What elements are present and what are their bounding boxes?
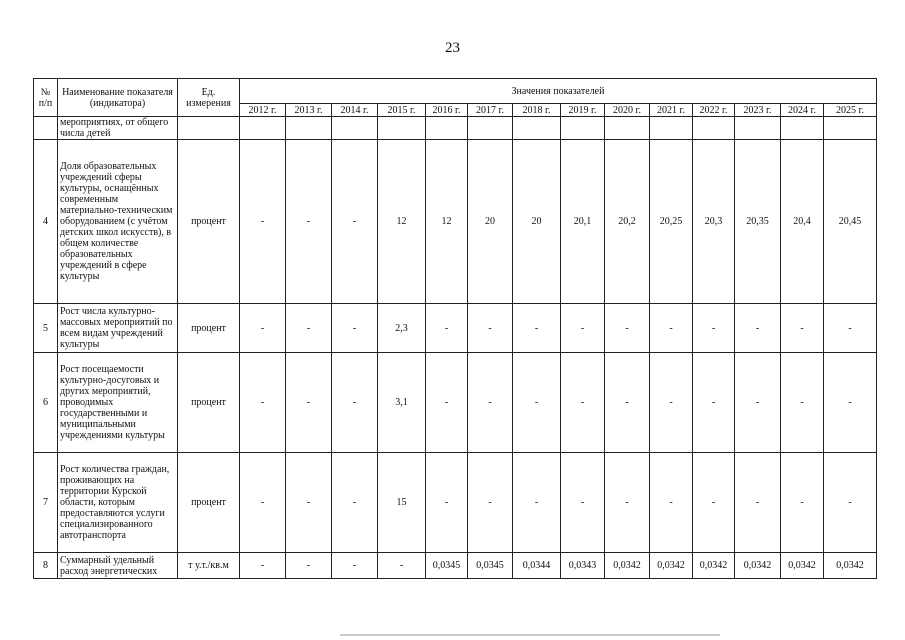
value-cell: - bbox=[824, 353, 877, 453]
value-cell: - bbox=[286, 553, 332, 579]
value-cell bbox=[240, 117, 286, 140]
value-cell: 0,0345 bbox=[468, 553, 513, 579]
value-cell: - bbox=[240, 304, 286, 353]
value-cell: - bbox=[332, 140, 378, 304]
header-year: 2021 г. bbox=[650, 104, 693, 117]
header-name: Наименование показателя (индикатора) bbox=[58, 79, 178, 117]
indicator-name: Рост количества граждан, проживающих на территории Курской области, которым предоставляются услуги специализированного автотранспорта bbox=[58, 453, 178, 553]
value-cell: 12 bbox=[426, 140, 468, 304]
value-cell: - bbox=[513, 353, 561, 453]
value-cell: - bbox=[513, 304, 561, 353]
indicator-unit bbox=[178, 117, 240, 140]
value-cell: - bbox=[735, 453, 781, 553]
header-year: 2022 г. bbox=[693, 104, 735, 117]
row-number: 7 bbox=[34, 453, 58, 553]
value-cell: 0,0342 bbox=[824, 553, 877, 579]
value-cell: 0,0342 bbox=[650, 553, 693, 579]
value-cell: - bbox=[513, 453, 561, 553]
indicator-unit: процент bbox=[178, 453, 240, 553]
value-cell: 0,0342 bbox=[693, 553, 735, 579]
value-cell: - bbox=[650, 304, 693, 353]
value-cell bbox=[561, 117, 605, 140]
value-cell: 3,1 bbox=[378, 353, 426, 453]
value-cell: 0,0345 bbox=[426, 553, 468, 579]
value-cell bbox=[286, 117, 332, 140]
row-number bbox=[34, 117, 58, 140]
header-year: 2018 г. bbox=[513, 104, 561, 117]
bottom-rule bbox=[340, 634, 720, 636]
value-cell: 20 bbox=[513, 140, 561, 304]
indicator-name: Рост посещаемости культурно-досуговых и других мероприятий, проводимых государственными и муниципальными учреждениями культуры bbox=[58, 353, 178, 453]
value-cell: 2,3 bbox=[378, 304, 426, 353]
value-cell: - bbox=[240, 140, 286, 304]
value-cell: 20,4 bbox=[781, 140, 824, 304]
indicators-table bbox=[33, 78, 877, 579]
value-cell: 20,25 bbox=[650, 140, 693, 304]
value-cell: - bbox=[650, 453, 693, 553]
value-cell: - bbox=[605, 453, 650, 553]
indicator-unit: процент bbox=[178, 304, 240, 353]
value-cell: - bbox=[378, 553, 426, 579]
header-year: 2019 г. bbox=[561, 104, 605, 117]
table-row bbox=[34, 117, 877, 140]
header-year: 2017 г. bbox=[468, 104, 513, 117]
value-cell: - bbox=[781, 304, 824, 353]
value-cell bbox=[605, 117, 650, 140]
value-cell: - bbox=[332, 304, 378, 353]
header-year: 2013 г. bbox=[286, 104, 332, 117]
table-row bbox=[34, 453, 877, 553]
value-cell: - bbox=[468, 453, 513, 553]
value-cell: - bbox=[332, 453, 378, 553]
value-cell: - bbox=[426, 353, 468, 453]
value-cell: - bbox=[561, 453, 605, 553]
indicator-name: Суммарный удельный расход энергетических bbox=[58, 553, 178, 579]
header-year: 2023 г. bbox=[735, 104, 781, 117]
value-cell bbox=[513, 117, 561, 140]
value-cell: - bbox=[693, 353, 735, 453]
value-cell bbox=[426, 117, 468, 140]
indicator-unit: процент bbox=[178, 353, 240, 453]
value-cell: - bbox=[605, 353, 650, 453]
table-row bbox=[34, 140, 877, 304]
value-cell bbox=[781, 117, 824, 140]
value-cell: - bbox=[561, 304, 605, 353]
header-year: 2024 г. bbox=[781, 104, 824, 117]
value-cell: 0,0342 bbox=[735, 553, 781, 579]
value-cell: - bbox=[468, 304, 513, 353]
table-row bbox=[34, 553, 877, 579]
value-cell: 0,0344 bbox=[513, 553, 561, 579]
header-number: № п/п bbox=[34, 79, 58, 117]
header-values: Значения показателей bbox=[240, 79, 877, 104]
value-cell: - bbox=[426, 453, 468, 553]
indicator-unit: процент bbox=[178, 140, 240, 304]
value-cell: - bbox=[735, 353, 781, 453]
value-cell bbox=[693, 117, 735, 140]
value-cell: - bbox=[240, 353, 286, 453]
value-cell: 20,45 bbox=[824, 140, 877, 304]
value-cell bbox=[468, 117, 513, 140]
header-unit: Ед. измерения bbox=[178, 79, 240, 117]
value-cell: - bbox=[781, 353, 824, 453]
value-cell bbox=[332, 117, 378, 140]
value-cell: 0,0342 bbox=[605, 553, 650, 579]
value-cell: - bbox=[332, 353, 378, 453]
indicator-unit: т у.т./кв.м bbox=[178, 553, 240, 579]
value-cell: - bbox=[286, 140, 332, 304]
value-cell: - bbox=[286, 304, 332, 353]
value-cell: 20,35 bbox=[735, 140, 781, 304]
header-year: 2025 г. bbox=[824, 104, 877, 117]
value-cell: 20 bbox=[468, 140, 513, 304]
header-year: 2014 г. bbox=[332, 104, 378, 117]
value-cell: 0,0343 bbox=[561, 553, 605, 579]
indicator-name: Доля образовательных учреждений сферы культуры, оснащённых современным материально-техническим оборудованием (с учётом детских школ искусств), в общем количестве образовательных учреждений в сфере культуры bbox=[58, 140, 178, 304]
row-number: 8 bbox=[34, 553, 58, 579]
value-cell: - bbox=[650, 353, 693, 453]
table-row bbox=[34, 304, 877, 353]
value-cell bbox=[735, 117, 781, 140]
value-cell bbox=[650, 117, 693, 140]
value-cell: - bbox=[781, 453, 824, 553]
value-cell bbox=[824, 117, 877, 140]
header-year: 2015 г. bbox=[378, 104, 426, 117]
value-cell: - bbox=[286, 353, 332, 453]
header-year: 2016 г. bbox=[426, 104, 468, 117]
value-cell: 20,3 bbox=[693, 140, 735, 304]
table-row bbox=[34, 353, 877, 453]
value-cell: - bbox=[824, 304, 877, 353]
value-cell: - bbox=[824, 453, 877, 553]
value-cell: 15 bbox=[378, 453, 426, 553]
page-number: 23 bbox=[445, 40, 460, 56]
value-cell: - bbox=[286, 453, 332, 553]
value-cell: 12 bbox=[378, 140, 426, 304]
value-cell: - bbox=[693, 453, 735, 553]
indicator-name: мероприятиях, от общего числа детей bbox=[58, 117, 178, 140]
value-cell: - bbox=[693, 304, 735, 353]
header-year: 2012 г. bbox=[240, 104, 286, 117]
value-cell: - bbox=[605, 304, 650, 353]
value-cell bbox=[378, 117, 426, 140]
value-cell: 0,0342 bbox=[781, 553, 824, 579]
value-cell: - bbox=[332, 553, 378, 579]
value-cell: - bbox=[735, 304, 781, 353]
value-cell: 20,2 bbox=[605, 140, 650, 304]
value-cell: - bbox=[240, 453, 286, 553]
indicator-name: Рост числа культурно-массовых мероприятий по всем видам учреждений культуры bbox=[58, 304, 178, 353]
header-year: 2020 г. bbox=[605, 104, 650, 117]
value-cell: - bbox=[561, 353, 605, 453]
row-number: 6 bbox=[34, 353, 58, 453]
row-number: 4 bbox=[34, 140, 58, 304]
value-cell: - bbox=[426, 304, 468, 353]
value-cell: - bbox=[240, 553, 286, 579]
value-cell: - bbox=[468, 353, 513, 453]
row-number: 5 bbox=[34, 304, 58, 353]
value-cell: 20,1 bbox=[561, 140, 605, 304]
